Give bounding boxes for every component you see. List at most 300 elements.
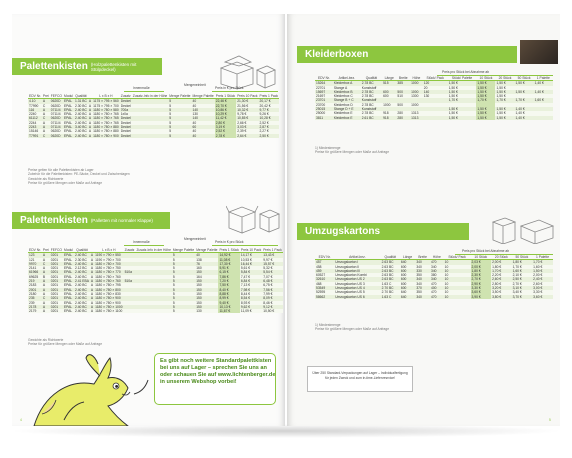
column-header: Menge Palette — [169, 94, 191, 98]
table-cell: 2.40 BC — [74, 112, 87, 117]
table-cell: 3811 — [315, 116, 333, 120]
table-cell: 6,75 € — [262, 283, 283, 287]
table-cell: 1175 × 795 × 700 — [93, 103, 119, 108]
note-line: Gewichte als Richtwerte — [28, 338, 64, 342]
table-cell: 10 — [444, 286, 471, 290]
table-cell: Kleiderbox E — [333, 116, 361, 120]
table-cell: 3,03 € — [236, 125, 258, 129]
table-cell: 40 — [192, 134, 215, 138]
table-cell: 0201 — [50, 275, 63, 279]
table-cell: 14,17 € — [240, 253, 262, 258]
table-cell: 10 — [444, 265, 471, 269]
table-cell: 330 — [415, 269, 430, 273]
page-number: 5 — [549, 418, 551, 422]
column-header: Menge Palette — [172, 248, 195, 252]
table-cell: 600 — [400, 277, 415, 281]
moving-box-icon — [491, 214, 555, 244]
table-cell: 150 — [195, 301, 218, 305]
table-cell: A — [90, 287, 94, 292]
table-cell: 1,80 € — [512, 260, 533, 265]
column-header: Preis 1 Pack — [263, 248, 282, 252]
column-header: Stück/ Pack — [444, 255, 471, 260]
table-cell: C — [42, 116, 50, 120]
table-cell: 2.30 BC — [74, 258, 90, 262]
table-cell: EPAL — [63, 309, 73, 314]
table-cell: 9,97 € — [262, 258, 283, 262]
table-cell: 40 — [195, 253, 218, 258]
table-cell: 1,70 € — [515, 98, 534, 102]
table-cell: Stange B + C — [333, 98, 361, 102]
column-header: Qualität — [381, 255, 400, 260]
table-cell: 3,20 € — [491, 286, 512, 290]
table-cell: 1180 × 780 × 795 — [94, 283, 123, 287]
table-cell: 1180 × 780 × 760 — [94, 275, 123, 279]
table-cell: 2.40 BC — [74, 296, 90, 300]
table-cell: 2.78 BC — [361, 94, 382, 98]
table-cell: 5 — [168, 129, 191, 133]
table-cell: 15264 — [315, 81, 333, 86]
table-cell: A — [88, 120, 92, 125]
table-cell: 1,60 € — [532, 265, 553, 269]
table-cell: 7,20 € — [218, 279, 239, 283]
table-cell: 0620D — [50, 129, 63, 133]
table-cell: 1180 × 780 × 760 — [94, 279, 123, 283]
section-title: Umzugskartons — [305, 226, 381, 237]
table-cell: 340 — [415, 282, 430, 286]
table-cell: A — [90, 304, 94, 309]
table-cell: EPAL — [63, 266, 73, 271]
table-cell: 235 — [28, 296, 42, 300]
table-cell: A — [42, 266, 50, 270]
table-cell: 1,50 € — [476, 90, 495, 94]
group-label-mengeneinheit: Mengeneinheit — [184, 83, 206, 87]
table-cell: 60 — [192, 125, 215, 129]
table-cell: 3,90 € — [471, 295, 492, 299]
table-cell: 340 — [430, 265, 444, 269]
table-cell: 1180 × 780 × 1000 — [95, 304, 123, 309]
table-cell: EPAL — [63, 261, 73, 266]
table-cell: 140 — [192, 116, 215, 120]
table-cell: 32610 — [315, 277, 334, 281]
table-cell: 1.63 C — [381, 282, 400, 286]
table-cell: 10 — [444, 260, 471, 265]
table-cell: 53549 — [315, 286, 334, 290]
column-header: 50 Stück — [512, 255, 533, 260]
table-cell: 2243 — [28, 125, 42, 129]
table-cell: 2244 — [28, 121, 42, 125]
table-cell: 0201 — [50, 301, 63, 305]
table-cell: 510 — [396, 94, 410, 98]
table-cell: 164 — [195, 275, 218, 279]
table-cell: EPAL — [63, 99, 73, 104]
table-cell: 2,00 € — [491, 260, 512, 265]
table-cell: 400 — [430, 286, 444, 290]
table-cell: 0201 — [50, 270, 63, 274]
table-cell: 1180 × 780 × 765 — [93, 116, 119, 121]
table-cell: 2,78 € — [215, 134, 236, 138]
table-cell: 5 — [172, 275, 195, 279]
table-cell: 8,93 € — [240, 301, 262, 305]
table-cell: A — [90, 261, 94, 266]
table-cell: 1,50 € — [476, 116, 495, 120]
column-header: FEFCO — [50, 248, 62, 252]
table-cell: 10 — [444, 273, 471, 277]
section-title: Palettenkisten — [20, 61, 88, 72]
table-cell: 11,09 € — [240, 309, 262, 313]
section-banner-kleiderboxen — [297, 46, 517, 63]
group-label-innenmasse: Innenmaße — [133, 86, 150, 90]
table-cell: 21,30 € — [236, 99, 258, 104]
group-label-preis: Preis pro Stück bei Abnahme ab — [442, 70, 490, 74]
table-cell: 2.40 BC — [74, 120, 87, 125]
table-cell: Umzugskarton Kombi — [334, 273, 380, 277]
table-cell: 5 — [168, 116, 191, 120]
table-cell: C — [42, 104, 50, 108]
table-cell: 7,07 € — [262, 275, 283, 279]
table-cell: 9,40 € — [218, 301, 239, 305]
table-cell: 2,64 € — [236, 134, 258, 138]
table-cell: 10 — [444, 269, 471, 273]
table-cell: 60527 — [315, 273, 334, 277]
table-cell: 2.40 BC — [74, 288, 90, 292]
table-cell: A — [42, 108, 50, 112]
table-cell: 130 — [195, 309, 218, 313]
table-cell: 9,26 € — [259, 112, 280, 116]
column-header: Artikel-bez. — [333, 76, 361, 81]
price-table-palettenkisten-2 — [28, 248, 283, 313]
table-cell: 1,70 € — [448, 98, 477, 102]
table-cell: 3.40 BC — [74, 125, 87, 130]
group-rule — [124, 245, 164, 246]
table-cell: 510a — [124, 279, 136, 283]
table-cell: 1,50 € — [448, 107, 477, 111]
table-cell: Kleiderbox C — [333, 94, 361, 98]
table-cell: EPAL — [63, 279, 73, 284]
table-cell: 9,62 € — [240, 305, 262, 309]
table-cell: 69625 — [28, 275, 42, 279]
table-cell: 1180 × 780 × 765 — [93, 112, 119, 117]
table-cell: 15697 — [315, 90, 333, 94]
table-cell: 7,13 € — [240, 283, 262, 287]
column-header: EDV Nr. — [29, 248, 41, 252]
table-cell: Stange D + E — [333, 107, 361, 111]
table-cell: 1180 × 780 × 830 — [94, 292, 123, 296]
table-cell: 340 — [415, 265, 430, 269]
table-cell: 10,32 € — [236, 108, 258, 112]
table-cell: A — [42, 283, 50, 287]
table-cell: 61966 — [28, 270, 42, 274]
table-cell: Deckel — [120, 116, 131, 121]
table-cell: EPAL — [63, 304, 73, 309]
table-cell: A — [90, 274, 94, 279]
table-cell: 0201 — [50, 292, 63, 296]
table-cell: 9,12 € — [262, 305, 283, 309]
table-cell: 2,60 € — [491, 277, 512, 281]
table-cell: 1,70 € — [495, 98, 514, 102]
table-cell: 1,50 € — [495, 116, 514, 120]
table-cell: 515 — [382, 81, 396, 86]
table-cell: 6,48 € — [262, 279, 283, 283]
table-cell — [135, 309, 171, 313]
table-cell: 160 — [195, 266, 218, 270]
table-cell: 1180 × 780 × 770 — [94, 270, 123, 274]
table-cell: 1,50 € — [448, 86, 477, 90]
table-cell: 7,86 € — [218, 275, 239, 279]
info-box — [307, 366, 413, 392]
table-cell: Umzugskarton US 3 — [334, 282, 380, 286]
table-cell: 340 — [415, 260, 430, 265]
table-cell: 2,40 € — [532, 277, 553, 281]
table-cell: A — [88, 99, 92, 104]
table-cell: 2,70 € — [512, 282, 533, 286]
note-line: Preise für größere Mengen oder Maße auf Anfrage — [315, 327, 390, 332]
table-cell: 2,20 € — [491, 273, 512, 277]
table-cell: 0711/4 — [50, 108, 63, 112]
table-cell: 10 — [444, 277, 471, 281]
table-cell: 1,50 € — [448, 116, 477, 120]
table-row — [315, 260, 553, 265]
column-header: 10 Stück — [471, 255, 492, 260]
table-cell: 0201 — [50, 266, 63, 270]
table-cell: 340 — [415, 295, 430, 299]
table-cell: 140 — [192, 108, 215, 112]
table-cell: 3,30 € — [532, 290, 553, 294]
group-rule — [124, 91, 164, 92]
table-cell: 0620D — [50, 99, 63, 104]
table-cell: 5 — [172, 262, 195, 266]
table-cell: 2.63 BC — [381, 260, 400, 265]
table-cell: 76 — [195, 262, 218, 266]
table-cell — [124, 309, 136, 313]
table-cell: 5,54 € — [262, 270, 283, 274]
table-cell: Umzugskarton US 2 — [334, 277, 380, 281]
table-cell: 10,13 € — [218, 305, 239, 309]
note-line: Preise für größere Mengen oder Maße auf Anfrage — [28, 181, 103, 186]
table-cell: EPAL — [63, 133, 73, 138]
table-cell: A — [42, 99, 50, 104]
table-cell: 8,88 € — [218, 292, 239, 296]
table-cell: 2178 — [28, 305, 42, 309]
table-cell: 8,99 € — [218, 296, 239, 300]
table-cell: EPAL — [63, 129, 73, 134]
table-cell: 40 — [192, 99, 215, 104]
table-cell: A — [90, 309, 94, 314]
box-with-lid-icon — [217, 54, 277, 90]
table-cell: 1,40 € — [534, 81, 553, 86]
table-cell: EPAL — [63, 257, 73, 262]
table-cell — [534, 116, 553, 120]
column-header: Modul — [63, 94, 73, 98]
table-cell: 11,42 € — [215, 116, 236, 120]
table-cell: 5 — [172, 279, 195, 283]
table-cell: 1180 × 780 × 880 — [93, 125, 119, 130]
table-cell: T7990 — [28, 104, 42, 108]
table-cell: 3,50 € — [491, 290, 512, 294]
table-cell: 600 — [382, 94, 396, 98]
table-notes — [315, 323, 389, 332]
table-cell: 9,77 € — [259, 108, 280, 112]
table-cell: 2.40 BC — [74, 253, 90, 258]
table-cell: Umzugskarton I — [334, 260, 380, 265]
table-cell: 10,50 € — [262, 309, 283, 313]
table-cell: 1,70 € — [491, 269, 512, 273]
table-cell: 239 — [28, 301, 42, 305]
table-cell: 280 — [396, 111, 410, 115]
table-cell: 5 — [172, 253, 195, 258]
table-row — [28, 309, 283, 313]
table-cell: Umzugskarton II — [334, 265, 380, 269]
table-cell: 3,60 € — [471, 290, 492, 294]
table-cell: 2180 — [28, 292, 42, 296]
table-cell: A — [42, 125, 50, 129]
section-subtitle: (Palletten mit normaler Klappe) — [90, 218, 153, 223]
table-cell: 1,50 € — [515, 90, 534, 94]
column-header: EDV Nr. — [29, 94, 41, 98]
table-cell: 3,00 € — [532, 286, 553, 290]
table-cell: 5 — [172, 283, 195, 287]
table-cell: 10,85 € — [236, 116, 258, 120]
table-cell: 1x0a — [120, 112, 132, 116]
table-cell: 40 — [192, 121, 215, 125]
column-header: Menge Palette — [196, 248, 218, 252]
table-cell: 2,52 € — [215, 129, 236, 133]
table-cell: 10 — [444, 295, 471, 299]
table-cell: A — [88, 116, 92, 121]
table-cell: 350 — [415, 273, 430, 277]
table-cell: 150 — [195, 292, 218, 296]
table-cell: A — [90, 283, 94, 288]
table-cell: Umzugskarton III — [334, 269, 380, 273]
table-cell: 0620D — [50, 116, 63, 120]
table-cell: 1180 × 780 × 700 — [94, 262, 123, 266]
table-cell: 25000 — [315, 111, 333, 115]
bubble-line: bei uns auf Lager – sprechen Sie uns an — [160, 365, 267, 371]
note-line: Preise gelten für alle Palettenkisten ab Lager — [28, 168, 94, 172]
table-cell: 1190 × 790 × 700 — [94, 258, 123, 262]
table-row — [315, 295, 553, 299]
column-header: Stück/ Pack — [423, 76, 448, 81]
table-cell: 280 — [396, 116, 410, 120]
table-cell: 2,03 € — [471, 260, 492, 265]
table-cell: 52595 — [315, 290, 334, 294]
table-cell: 1180 × 780 × 900 — [93, 133, 119, 138]
table-cell: 1,60 € — [534, 98, 553, 102]
table-cell: 5,61 € — [240, 266, 262, 270]
table-cell: Kunststoff — [361, 107, 382, 111]
column-header: Stück/ Palette — [448, 76, 477, 81]
table-cell: 1180 × 780 × 800 — [94, 288, 123, 292]
section-banner-palettenkisten-1 — [12, 58, 162, 75]
column-header: Zusatz — [120, 94, 131, 98]
table-cell: EPAL — [63, 116, 73, 121]
column-header: Zusatz-Info in der Höhe — [132, 94, 168, 98]
table-cell: 3,60 € — [532, 295, 553, 299]
table-cell: 2183 — [28, 283, 42, 287]
table-cell: 23701 — [315, 98, 333, 102]
table-cell: 2,27 € — [259, 129, 280, 133]
column-header: L x B x H — [92, 94, 120, 99]
table-cell: 25015 — [315, 107, 333, 111]
table-cell: 2.40 BC — [74, 107, 87, 112]
table-cell: 1,50 € — [532, 269, 553, 273]
column-header: Qualität — [74, 248, 90, 253]
table-cell: 1,80 € — [491, 265, 512, 269]
table-cell: 1,50 € — [448, 94, 477, 98]
table-cell: 3,80 € — [491, 295, 512, 299]
table-cell: EPAL — [63, 253, 73, 258]
table-cell: 3,19 € — [215, 125, 236, 129]
table-cell: 0201 — [50, 305, 63, 309]
table-cell: 2240 — [28, 112, 42, 116]
table-cell: A — [90, 253, 94, 258]
table-cell: EPAL — [63, 103, 73, 108]
column-header: 20 Stück — [491, 255, 512, 260]
table-cell: 0711/4 — [50, 112, 63, 116]
table-cell: 1300 — [410, 94, 423, 98]
table-cell: 2.40 BC — [74, 309, 90, 313]
table-cell: 0620D — [50, 134, 63, 138]
column-header: L x B x H — [94, 248, 123, 253]
table-cell: 470 — [430, 282, 444, 286]
table-cell: EPAL — [63, 112, 73, 117]
table-cell: 918 — [382, 111, 396, 115]
table-cell: 5 — [168, 121, 191, 125]
column-header: 50 Stück — [515, 76, 534, 81]
column-header: Modul — [63, 248, 73, 252]
table-cell: Umzugskarton US 5 — [334, 290, 380, 294]
table-cell: EPAL — [63, 291, 73, 296]
table-cell: EPAL — [63, 107, 73, 112]
table-cell: 2,00 € — [532, 273, 553, 277]
table-cell: 150 — [195, 296, 218, 300]
speech-bubble — [154, 353, 276, 405]
table-cell: Stange A — [333, 86, 361, 90]
table-cell: EPAL — [63, 125, 73, 130]
table-cell: 2.70 BC — [381, 286, 400, 290]
table-cell: A — [88, 107, 92, 112]
table-cell: 0201 — [50, 253, 63, 258]
table-cell: 150 — [195, 305, 218, 309]
table-cell: 470 — [430, 295, 444, 299]
table-cell: A — [90, 296, 94, 301]
table-cell: 2.63 BC — [381, 277, 400, 281]
table-cell: EPAL — [63, 120, 73, 125]
table-cell: 2.78 BC — [361, 111, 382, 115]
table-cell: 2.40 BC — [74, 275, 90, 279]
table-cell: 1,50 € — [495, 86, 514, 90]
table-cell: 340 — [430, 277, 444, 281]
table-cell: 470 — [430, 260, 444, 265]
table-cell: 600 — [400, 273, 415, 277]
bubble-line: Es gibt noch weitere Standardpalettkisten — [160, 358, 272, 364]
bubble-line: oder schauen Sie auf www.lichtenberger.de — [160, 372, 276, 378]
brochure-spread — [12, 14, 560, 426]
table-cell: 61112 — [28, 116, 42, 120]
table-cell: 15146 — [28, 129, 42, 133]
table-cell: 1,70 € — [532, 260, 553, 265]
table-cell: 5 — [172, 266, 195, 270]
table-cell: 2.40 BC — [74, 283, 90, 287]
table-cell: 5 — [168, 125, 191, 129]
table-cell: 22701 — [315, 86, 333, 90]
table-cell: Deckel — [120, 129, 131, 134]
table-cell: 500 — [396, 103, 410, 107]
table-cell: 0201 — [50, 283, 63, 287]
table-cell: 2141 — [28, 266, 42, 270]
table-cell: 0201 — [50, 258, 63, 262]
table-cell: A — [42, 253, 50, 258]
table-cell: 1180 × 780 × 1100 — [95, 309, 123, 314]
